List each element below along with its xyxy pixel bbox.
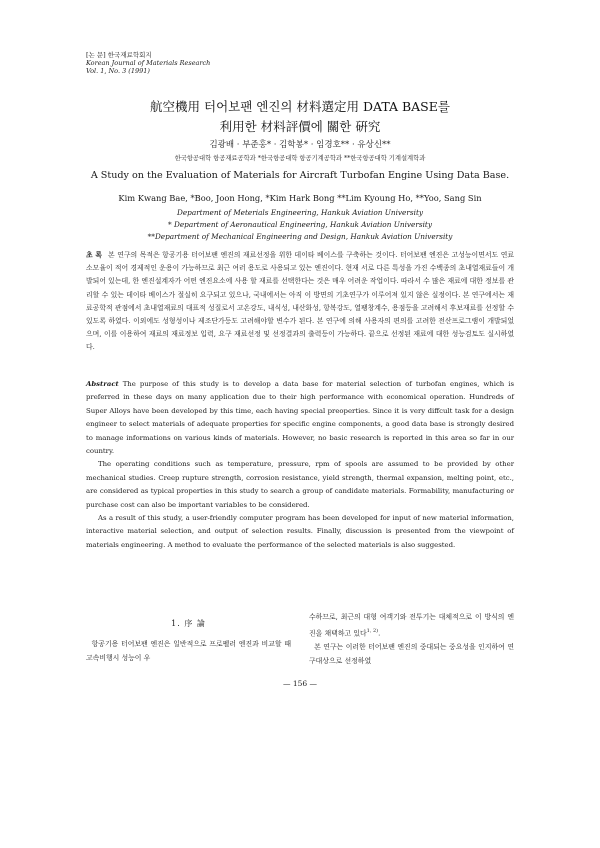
body-column-right (309, 610, 514, 668)
title-ko-line1: 航空機用 터어보팬 엔진의 材料選定用 DATA BASE를 (150, 99, 450, 114)
journal-header (86, 51, 210, 75)
body-paragraph (86, 637, 291, 665)
abstract-ko-text: 본 연구의 목적은 항공기용 터어보팬 엔진의 재료선정을 위한 데이타 베이스를 구축하는 것이다. 터어보팬 엔진은 고성능이면서도 연료소모율이 적어 경제적인 운용이 가능하므로 최근 여러 용도로 사용되고 있는 엔진이다. 현재 서로 다른 특성을 가진 수백종의 초내열재료들이 개발되어 있는데, 한 엔진설계자가 어떤 엔진요소에 사용 할 재료를 선택한다는 것은 매우 어려운 작업이다. 따라서 수 많은 재료에 대한 정보를 관리할 수 있는 데이타 베이스가 절실히 요구되고 있으나, 국내에서는 아직 이 방면의 기초연구가 이루어져 있지 않은 실정이다. 본 연구에서는 재료공학적 관점에서 초내열재료의 대표적 성질로서 고온강도, 내식성, 내산화성, 항복강도, 열팽창계수, 용점등을 고려해서 후보재료를 선정할 수 있도록 하였다. 이외에도 성형성이나 제조단가등도 고려해야할 변수가 된다. 본 연구에 의해 사용자의 편의를 고려한 전산프로그램이 개발되었으며, 이를 이용하여 재료의 재료정보 입력, 요구 재료선정 및 선정결과의 출력등이 가능하다. 끝으로 선정된 재료에 대한 성능검토도 실시하였다. (86, 251, 515, 352)
department-3: **Department of Mechanical Engineering and Design, Hankuk Aviation University (147, 232, 453, 241)
authors-korean: 김광배 · 부준홍* · 김학봉* · 임경호** · 유상신** (209, 140, 391, 150)
department-1: Department of Meterials Engineering, Hankuk Aviation University (177, 208, 423, 217)
authors-english: Kim Kwang Bae, *Boo, Joon Hong, *Kim Hark Bong **Lim Kyoung Ho, **Yoo, Sang Sin (118, 193, 482, 203)
abstract-en-paragraph: As a result of this study, a user-friendly computer program has been developed for input of new material information, interactive material selection, and output of selection results. Finally, discussion is presented from the viewpoint of materials engineering. A method to evaluate the performance of the selected materials is also suggested. (86, 514, 514, 549)
journal-volume: Vol. 1, No. 3 (1991) (86, 67, 150, 75)
paper-title-english: A Study on the Evaluation of Materials for Aircraft Turbofan Engine Using Data Base. (90, 170, 510, 181)
section-heading-introduction: 1. 序 論 (171, 619, 206, 628)
abstract-en-paragraph: The operating conditions such as temperature, pressure, rpm of spools are assumed to be provided by other mechanical studies. Creep rupture strength, corrosion resistance, yield strength, thermal expansion, melting point, etc., are considered as typical properties in this study to search a group of candidate materials. Formability, manufacturing or purchase cost can also be important variables to be considered. (86, 460, 514, 509)
department-2: * Department of Aeronautical Engineering, Hankuk Aviation University (168, 220, 432, 229)
affiliations-korean: 한국항공대학 항공재료공학과 *한국항공대학 항공기계공학과 **한국항공대학 기계설계학과 (174, 155, 426, 162)
abstract-ko-label: 초 록 (86, 251, 103, 259)
body-paragraph: 수하므로, 최근의 대형 여객기와 전투기는 대체적으로 이 방식의 엔진을 채택하고 있다$^{1, 2)}$. (309, 613, 514, 638)
body-paragraph (309, 640, 514, 668)
abstract-en-paragraph (86, 378, 514, 458)
abstract-korean (86, 249, 514, 355)
page-number: — 156 — (282, 679, 318, 688)
body-text-left: 항공기용 터어보팬 엔진은 일반적으로 프로펠러 엔진과 비교할 때 고속비행시 성능이 우 (86, 640, 291, 662)
abstract-en-text-1: The purpose of this study is to develop a data base for material selection of turbofan engines, which is preferred in these days on many application due to their high performance with economical operation. Hundreds of Super Alloys have been developed by this time, each having special preoperties. Since it is very diffcult task for a design engineer to select materials of adequate properties for specific engine components, a good data base is strongly desired to manage informations on various kinds of materials. However, no basic research is reported in this area so far in our country. (86, 380, 514, 456)
abstract-english (86, 378, 514, 552)
body-text-right-1: 수하므로, 최근의 대형 여객기와 전투기는 대체적으로 이 방식의 엔진을 채택하고 있다 (309, 613, 514, 638)
journal-category: [논 문] 한국재료학회지 (86, 51, 152, 59)
abstract-en-label: Abstract (86, 380, 119, 388)
journal-name: Korean Journal of Materials Research (86, 59, 211, 67)
paper-title-korean (0, 97, 600, 137)
title-ko-line2: 利用한 材料評價에 關한 硏究 (219, 119, 381, 134)
body-column-left (86, 617, 291, 665)
citation: 1, 2) (366, 628, 379, 634)
body-text-right-2: 본 연구는 이러한 터어보팬 엔진의 중대되는 중요성을 인지하여 연구대상으로 선정하였 (309, 643, 514, 666)
